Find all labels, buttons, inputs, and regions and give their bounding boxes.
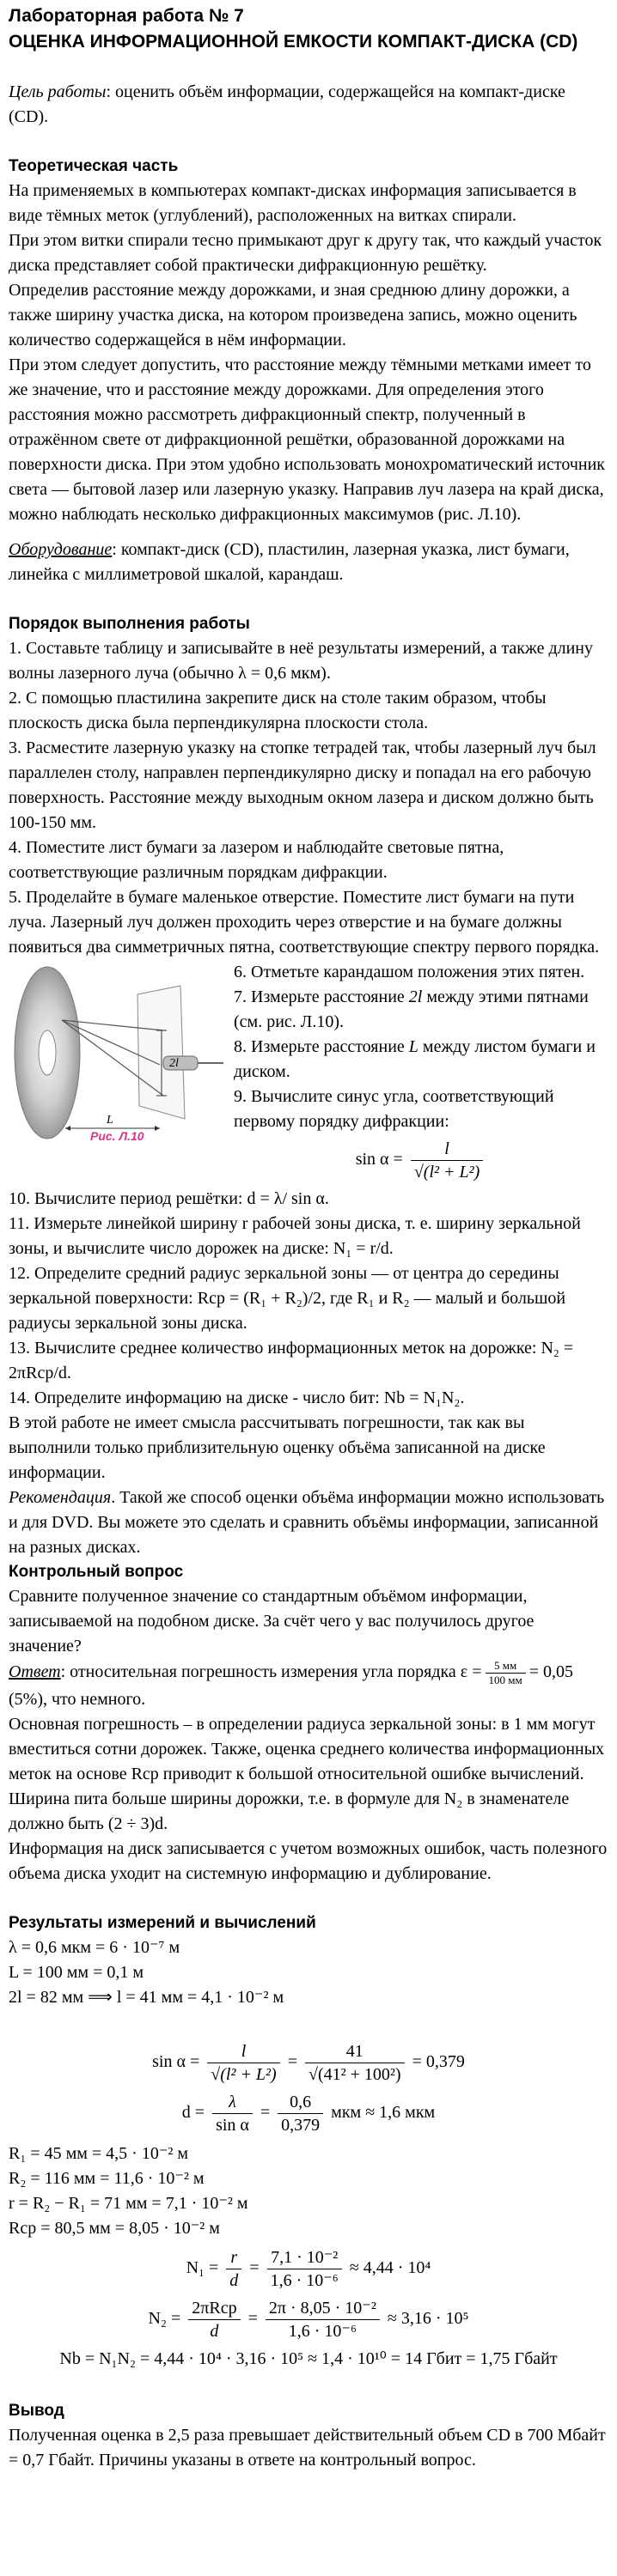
equipment-label: Оборудование <box>9 540 113 559</box>
result-line: L = 100 мм = 0,1 м <box>9 1963 144 1982</box>
fraction <box>212 2091 253 2136</box>
goal-text: : оценить объём информации, содержащейся на компакт-диске (CD). <box>9 82 565 126</box>
figure-diffraction <box>9 960 229 1145</box>
diffraction-illustration <box>9 960 229 1145</box>
numerator: l <box>207 2040 279 2063</box>
formula-lhs: d = <box>181 2103 205 2123</box>
goal-label: Цель работы <box>9 82 107 101</box>
lab-title: Лабораторная работа № 7 <box>9 6 244 26</box>
formula-result: ≈ 4,44 · 10⁴ <box>349 2258 431 2278</box>
recommendation <box>9 1485 608 1560</box>
label-L: L <box>107 1114 113 1127</box>
equals: = <box>249 2258 260 2278</box>
step-text: между этими пятнами (см. рис. Л.10). <box>234 987 589 1031</box>
result-line: R₂ = 116 мм = 11,6 · 10⁻² м <box>9 2169 205 2188</box>
denominator: √(41² + 100²) <box>308 2065 401 2084</box>
theory-title: Теоретическая часть <box>9 157 179 175</box>
denominator: √(l² + L²) <box>211 2065 277 2084</box>
numerator: 2π · 8,05 · 10⁻² <box>266 2297 380 2320</box>
denominator: 100 мм <box>488 1674 522 1686</box>
note: В этой работе не имеет смысла рассчитывать погрешности, так как вы выполнили только приблизительную оценку объёма записанной на диске информации. <box>9 1413 546 1482</box>
step-text: 7. Измерьте расстояние <box>234 987 409 1006</box>
answer-text: = 0,05 (5%), что немного. <box>9 1662 573 1709</box>
result-line: R₁ = 45 мм = 4,5 · 10⁻² м <box>9 2144 189 2163</box>
step: 6. Отметьте карандашом положения этих пятен. <box>234 963 585 981</box>
recommendation-label: Рекомендация <box>9 1488 112 1507</box>
result-line: 2l = 82 мм ⟹ l = 41 мм = 4,1 · 10⁻² м <box>9 1988 284 2007</box>
theory-paragraph: На применяемых в компьютерах компакт-дисках информация записывается в виде тёмных меток (углублений), расположенных на витках спирали. <box>9 181 577 225</box>
control-question: Сравните полученное значение со стандартным объёмом информации, записываемой на подобном диске. За счёт чего у вас получилось другое значение? <box>9 1587 535 1656</box>
step <box>234 985 608 1035</box>
numerator: 7,1 · 10⁻² <box>267 2246 342 2269</box>
theory-paragraph: При этом витки спирали тесно примыкают друг к другу так, что каждый участок диска представляет собой практически дифракционную решётку. <box>9 231 602 275</box>
fraction <box>486 1659 526 1687</box>
equipment-paragraph <box>9 538 608 587</box>
denominator: 1,6 · 10⁻⁶ <box>270 2271 339 2290</box>
step-text: между листом бумаги и диском. <box>234 1037 596 1081</box>
step: 5. Проделайте в бумаге маленькое отверстие. Поместите лист бумаги на пути луча. Лазерный луч должен проходить через отверстие и на бумаге должны появиться два симметричных пятна, соответствующие спектру первого порядка. <box>9 888 600 957</box>
fraction <box>305 2040 405 2086</box>
step: 1. Составьте таблицу и записывайте в неё результаты измерений, а также длину волны лазерного луча (обычно λ = 0,6 мкм). <box>9 639 594 683</box>
equals: = <box>287 2052 297 2072</box>
label-2l: 2l <box>169 1057 179 1070</box>
answer-text: : относительная погрешность измерения угла порядка ε = <box>60 1662 482 1682</box>
step: 14. Определите информацию на диске - число бит: Nb = N₁N₂. <box>9 1388 465 1407</box>
results-title: Результаты измерений и вычислений <box>9 1914 316 1932</box>
fraction <box>226 2246 241 2292</box>
answer-paragraph: Информация на диск записывается с учетом возможных ошибок, часть полезного объема диска уходит на системную информацию и дублирование. <box>9 1839 608 1883</box>
numerator: 0,6 <box>278 2091 323 2114</box>
step: 9. Вычислите синус угла, соответствующий первому порядку дифракции: <box>234 1087 554 1131</box>
answer-paragraph <box>9 1659 608 1712</box>
n1-calc <box>9 2246 608 2292</box>
formula-lhs: N₁ = <box>186 2258 219 2278</box>
numerator: 2πRср <box>188 2297 240 2320</box>
numerator: 5 мм <box>486 1659 526 1674</box>
denominator: d <box>210 2322 219 2341</box>
fraction <box>278 2091 323 2136</box>
n2-calc <box>9 2297 608 2342</box>
denominator: 0,379 <box>281 2116 321 2135</box>
lab-subtitle: ОЦЕНКА ИНФОРМАЦИОННОЙ ЕМКОСТИ КОМПАКТ-ДИСКА (CD) <box>9 32 578 52</box>
result-line: Rср = 80,5 мм = 8,05 · 10⁻² м <box>9 2219 220 2238</box>
denominator: √(l² + L²) <box>413 1163 480 1182</box>
numerator: l <box>411 1138 483 1161</box>
theory-paragraph: При этом следует допустить, что расстояние между тёмными метками имеет то же значение, что и расстояние между дорожками. Для определения этого расстояния можно рассмотреть дифракционный спектр, полученный в отражённом свете от дифракционной решётки, образованной дорожками на поверхности диска. При этом удобно использовать монохроматический источник света — бытовой лазер или лазерную указку. Направив луч лазера на край диска, можно наблюдать несколько дифракционных максимумов (рис. Л.10). <box>9 355 606 524</box>
step: 3. Расместите лазерную указку на стопке тетрадей так, чтобы лазерный луч был параллелен столу, направлен перпендикулярно диску и попадал на его рабочую поверхность. Расстояние между выходным окном лазера и диском должно быть 100-150 мм. <box>9 738 596 832</box>
step-text: 8. Измерьте расстояние <box>234 1037 409 1056</box>
fraction <box>411 1138 483 1183</box>
step: 12. Определите средний радиус зеркальной зоны — от центра до середины зеркальной поверхности: Rср = (R₁ + R₂)/2, где R₁ и R₂ — малый и большой радиусы зеркальной зоны диска. <box>9 1264 566 1333</box>
fraction <box>188 2297 240 2342</box>
step <box>234 1035 608 1084</box>
sin-calc <box>9 2040 608 2086</box>
equals: = <box>247 2309 258 2329</box>
conclusion-text: Полученная оценка в 2,5 раза превышает действительный объем CD в 700 Мбайт = 0,7 Гбайт. Причины указаны в ответе на контрольный вопрос. <box>9 2426 606 2470</box>
theory-paragraph: Определив расстояние между дорожками, и зная среднюю длину дорожки, а также ширину участка диска, на котором произведена запись, можно оценить количество содержащейся в нём информации. <box>9 281 577 349</box>
control-title: Контрольный вопрос <box>9 1563 184 1581</box>
formula-result: мкм ≈ 1,6 мкм <box>331 2103 436 2123</box>
answer-paragraph: Ширина пита больше ширины дорожки, т.е. в формуле для N₂ в знаменателе должно быть (2 ÷ 3)d. <box>9 1789 570 1833</box>
result-line: r = R₂ − R₁ = 71 мм = 7,1 · 10⁻² м <box>9 2194 248 2213</box>
procedure-title: Порядок выполнения работы <box>9 615 250 633</box>
answer-label: Ответ <box>9 1662 61 1682</box>
nb-calc: Nb = N₁N₂ = 4,44 · 10⁴ · 3,16 · 10⁵ ≈ 1,4 · 10¹⁰ = 14 Гбит = 1,75 Гбайт <box>59 2349 558 2368</box>
step: 11. Измерьте линейкой ширину r рабочей зоны диска, т. е. ширину зеркальной зоны, и вычислите число дорожек на диске: N₁ = r/d. <box>9 1214 581 1258</box>
fraction <box>207 2040 279 2086</box>
conclusion-title: Вывод <box>9 2402 64 2420</box>
equals: = <box>260 2103 271 2123</box>
answer-paragraph: Основная погрешность – в определении радиуса зеркальной зоны: в 1 мм могут вместиться сотни дорожек. Также, оценка среднего количества информационных меток на основе Rср приводит к большой относительной ошибке вычислений. <box>9 1715 605 1783</box>
result-line: λ = 0,6 мкм = 6 · 10⁻⁷ м <box>9 1938 180 1957</box>
step: 10. Вычислите период решётки: d = λ/ sin α. <box>9 1189 329 1208</box>
step: 13. Вычислите среднее количество информационных меток на дорожке: N₂ = 2πRср/d. <box>9 1339 574 1382</box>
step: 2. С помощью пластилина закрепите диск на столе таким образом, чтобы плоскость диска была перпендикулярна плоскости стола. <box>9 689 547 732</box>
numerator: λ <box>212 2091 253 2114</box>
figure-row <box>9 960 608 1187</box>
denominator: d <box>229 2271 239 2290</box>
figure-caption: Рис. Л.10 <box>90 1129 144 1143</box>
formula-lhs: N₂ = <box>148 2309 181 2329</box>
step-var: 2l <box>408 987 423 1006</box>
step: 4. Поместите лист бумаги за лазером и наблюдайте световые пятна, соответствующие различным порядкам дифракции. <box>9 838 504 882</box>
fraction <box>266 2297 380 2342</box>
numerator: 41 <box>305 2040 405 2063</box>
formula-result: ≈ 3,16 · 10⁵ <box>387 2309 469 2329</box>
numerator: r <box>226 2246 241 2269</box>
formula-lhs: sin α = <box>152 2052 200 2072</box>
fraction <box>267 2246 342 2292</box>
d-calc <box>9 2091 608 2136</box>
side-steps <box>234 960 608 1187</box>
equipment-text: : компакт-диск (CD), пластилин, лазерная указка, лист бумаги, линейка с миллиметровой шкалой, карандаш. <box>9 540 570 584</box>
goal-paragraph <box>9 80 608 130</box>
denominator: sin α <box>216 2116 249 2135</box>
recommendation-text: . Такой же способ оценки объёма информации можно использовать и для DVD. Вы можете это сделать и сравнить объёмы информации, записанной на разных дисках. <box>9 1488 605 1557</box>
formula-lhs: sin α = <box>355 1150 403 1170</box>
sin-formula <box>234 1138 608 1183</box>
denominator: 1,6 · 10⁻⁶ <box>288 2322 357 2341</box>
step-var: L <box>408 1037 418 1056</box>
formula-result: = 0,379 <box>412 2052 465 2072</box>
